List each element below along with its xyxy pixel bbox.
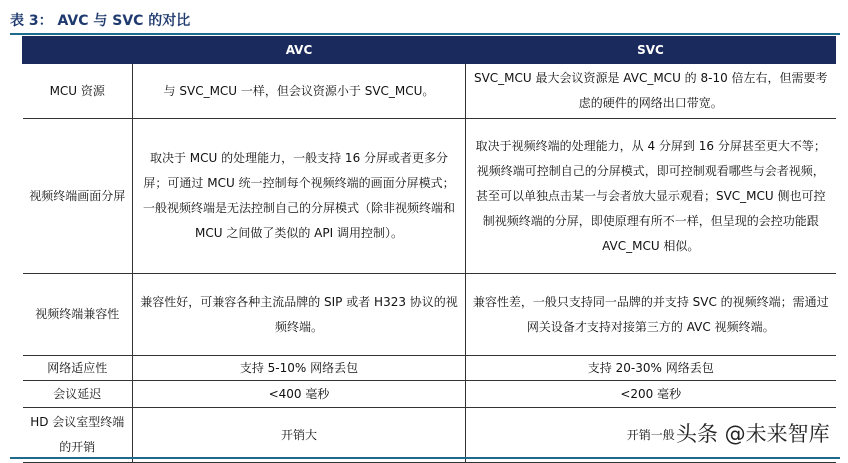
bottom-rule — [10, 457, 840, 459]
watermark: 头条 @未来智库 — [676, 418, 830, 448]
row-label: HD 会议室型终端的开销 — [23, 408, 133, 463]
row-label: MCU 资源 — [23, 64, 133, 119]
header-row — [23, 37, 836, 64]
header-empty — [23, 37, 133, 64]
table-caption: 表 3： AVC 与 SVC 的对比 — [10, 13, 191, 29]
comparison-table — [22, 36, 836, 463]
row-label: 视频终端兼容性 — [23, 274, 133, 356]
avc-cell: 支持 5-10% 网络丢包 — [133, 356, 466, 381]
avc-cell: <400 毫秒 — [133, 381, 466, 408]
avc-cell: 兼容性好，可兼容各种主流品牌的 SIP 或者 H323 协议的视频终端。 — [133, 274, 466, 356]
svc-cell: SVC_MCU 最大会议资源是 AVC_MCU 的 8-10 倍左右，但需要考虑的硬件的网络出口带宽。 — [466, 64, 836, 119]
table-row — [23, 119, 836, 274]
avc-cell: 取决于 MCU 的处理能力，一般支持 16 分屏或者更多分屏；可通过 MCU 统一控制每个视频终端的画面分屏模式；一般视频终端是无法控制自己的分屏模式（除非视频终端和 MCU 之间做了类似的 API 调用控制）。 — [133, 119, 466, 274]
row-label: 网络适应性 — [23, 356, 133, 381]
row-label: 会议延迟 — [23, 381, 133, 408]
svc-cell: 兼容性差，一般只支持同一品牌的并支持 SVC 的视频终端；需通过网关设备才支持对接第三方的 AVC 视频终端。 — [466, 274, 836, 356]
table-row — [23, 274, 836, 356]
svc-cell: 取决于视频终端的处理能力，从 4 分屏到 16 分屏甚至更大不等；视频终端可控制自己的分屏模式，即可控制观看哪些与会者视频，甚至可以单独点击某一与会者放大显示观看；SVC_MCU 侧也可控制视频终端的分屏，即使原理有所不一样，但呈现的会控功能跟 AVC_MCU 相似。 — [466, 119, 836, 274]
table-row — [23, 64, 836, 119]
row-label: 视频终端画面分屏 — [23, 119, 133, 274]
avc-cell: 开销大 — [133, 408, 466, 463]
svc-cell: 开销一般 — [466, 408, 836, 463]
top-rule — [10, 33, 840, 35]
svc-cell: 支持 20-30% 网络丢包 — [466, 356, 836, 381]
table-row — [23, 356, 836, 381]
avc-cell: 与 SVC_MCU 一样，但会议资源小于 SVC_MCU。 — [133, 64, 466, 119]
svc-cell: <200 毫秒 — [466, 381, 836, 408]
table-row — [23, 381, 836, 408]
header-svc: SVC — [466, 37, 836, 64]
header-avc: AVC — [133, 37, 466, 64]
